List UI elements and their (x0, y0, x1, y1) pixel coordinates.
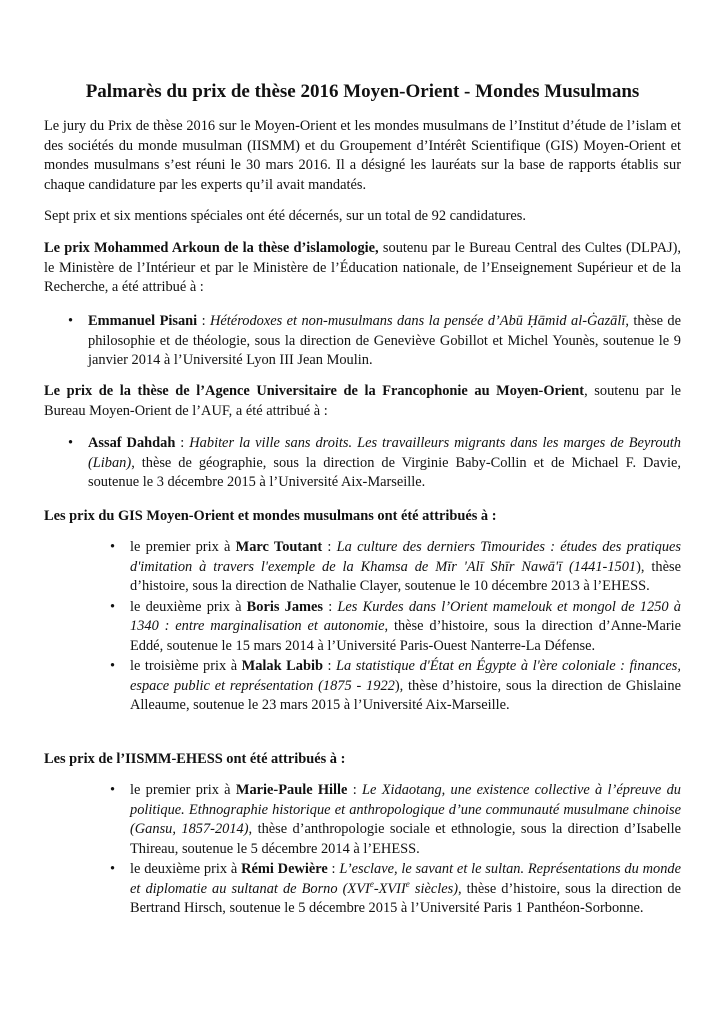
thesis-details: ), thèse d’histoire, sous la direction de Ghislaine Alleaume, soutenue le 23 mars 2015 à l’Université Aix-Marseille. (130, 677, 681, 713)
bullet-icon: • (110, 782, 116, 798)
page-title: Palmarès du prix de thèse 2016 Moyen-Orient - Mondes Musulmans (85, 81, 640, 102)
bullet-icon: • (110, 861, 116, 877)
thesis-title: Le Xidaotang, une existence collective à l’épreuve du politique. Ethnographie historique et anthropologique d’une communauté musulmane chinoise (Gansu, 1857-2014) (130, 782, 682, 837)
list-item: • le deuxième prix à Rémi Dewière : L’esclave, le savant et le sultan. Représentations du monde et diplomatie au sultanat de Borno (XVIe-XVIIe siècles), thèse d’histoire, sous la direction de Bertrand Hirsch, soutenue le 5 décembre 2015 à l’Université Paris 1 Panthéon-Sorbonne. (110, 861, 681, 916)
prix-iismm-list (110, 781, 682, 920)
thesis-title: La culture des derniers Timourides : études des pratiques d'imitation à travers l'exemple de la Khamsa de Mīr 'Alī Shīr Nawā'ī (1441-1501 (130, 539, 682, 575)
laureate-name: Marie-Paule Hille (235, 782, 348, 798)
bullet-icon: • (68, 313, 74, 329)
prix-iismm-heading-block (44, 750, 681, 770)
thesis-title: Hétérodoxes et non-musulmans dans la pensée d’Abū Ḥāmid al-Ġazālī (210, 313, 626, 329)
bullet-icon: • (110, 658, 116, 674)
thesis-details: , thèse de philosophie et de théologie, sous la direction de Geneviève Gobillot et Michel Younès, soutenue le 9 janvier 2014 à l’Université Lyon III Jean Moulin. (88, 313, 681, 368)
prix-gis-heading: Les prix du GIS Moyen-Orient et mondes musulmans ont été attribués à : (44, 508, 497, 524)
intro-paragraph: Le jury du Prix de thèse 2016 sur le Moyen-Orient et les mondes musulmans de l’Institut d’étude de l’islam et des sociétés du monde musulman (IISMM) et du Groupement d’Intérêt Scientifique (GIS) Moyen-Orient et mondes musulmans s’est réuni le 30 mars 2016. Il a désigné les lauréats sur la base de rapports établis sur chaque candidature par les experts qu’il avait mandatés. (44, 118, 681, 193)
laureate-name: Rémi Dewière (241, 861, 328, 877)
bullet-icon: • (68, 435, 74, 451)
prix-gis-list (110, 538, 682, 717)
thesis-title: Les Kurdes dans l’Orient mamelouk et mongol de 1250 à 1340 : entre marginalisation et autonomie (130, 598, 681, 634)
laureate-name: Assaf Dahdah (88, 435, 176, 451)
list-item: • le premier prix à Marie-Paule Hille : Le Xidaotang, une existence collective à l’épreuve du politique. Ethnographie historique et anthropologique d’une communauté musulmane chinoise (Gansu, 1857-2014), thèse d’anthropologie sociale et ethnologie, sous la direction d’Isabelle Thireau, soutenue le 5 décembre 2014 à l’EHESS. (110, 782, 682, 857)
list-item: • le premier prix à Marc Toutant : La culture des derniers Timourides : études des pratiques d'imitation à travers l'exemple de la Khamsa de Mīr 'Alī Shīr Nawā'ī (1441-1501), thèse d’histoire, sous la direction de Nathalie Clayer, soutenue le 10 décembre 2013 à l’EHESS. (110, 539, 682, 594)
laureate-name: Emmanuel Pisani (88, 313, 198, 329)
prix-auf-paragraph (44, 382, 681, 421)
list-item: • Emmanuel Pisani : Hétérodoxes et non-musulmans dans la pensée d’Abū Ḥāmid al-Ġazālī, thèse de philosophie et de théologie, sous la direction de Geneviève Gobillot et Michel Younès, soutenue le 9 janvier 2014 à l’Université Lyon III Jean Moulin. (68, 313, 681, 368)
laureate-name: Marc Toutant (235, 539, 323, 555)
thesis-title: La statistique d'État en Égypte à l'ère coloniale : finances, espace public et représentation (1875 - 1922 (130, 658, 681, 694)
prix-arkoun-text: soutenu par le Bureau Central des Cultes (DLPAJ), le Ministère de l’Intérieur et par le Ministère de l’Éducation nationale, de l’Enseignement Supérieur et de la Recherche, a été attribué à : (44, 240, 681, 295)
prix-auf-list (68, 434, 681, 493)
prix-gis-heading-block (44, 507, 681, 527)
thesis-details: , thèse de géographie, sous la direction de Virginie Baby-Collin et de Michael F. Davie, soutenue le 3 décembre 2015 à l’Université Aix-Marseille. (88, 454, 681, 490)
thesis-title: L’esclave, le savant et le sultan. Représentations du monde et diplomatie au sultanat de Borno (XVIe-XVIIe siècles) (130, 861, 681, 897)
bullet-icon: • (110, 539, 116, 555)
prix-auf-text: , soutenu par le Bureau Moyen-Orient de l’AUF, a été attribué à : (44, 383, 681, 419)
list-item: • le troisième prix à Malak Labib : La statistique d'État en Égypte à l'ère coloniale : finances, espace public et représentation (1875 - 1922), thèse d’histoire, sous la direction de Ghislaine Alleaume, soutenue le 23 mars 2015 à l’Université Aix-Marseille. (110, 658, 681, 713)
prix-arkoun-list (68, 312, 681, 371)
bullet-icon: • (110, 598, 116, 615)
prix-auf-heading: Le prix de la thèse de l’Agence Universitaire de la Francophonie au Moyen-Orient (44, 383, 585, 399)
list-item: • le deuxième prix à Boris James : Les Kurdes dans l’Orient mamelouk et mongol de 1250 à 1340 : entre marginalisation et autonomie, thèse d’histoire, sous la direction d’Anne-Marie Eddé, soutenue le 15 mars 2014 à l’Université Paris-Ouest Nanterre-La Défense. (110, 598, 682, 654)
summary-paragraph: Sept prix et six mentions spéciales ont été décernés, sur un total de 92 candidatures. (44, 208, 526, 224)
thesis-title: Habiter la ville sans droits. Les travailleurs migrants dans les marges de Beyrouth (Liban) (88, 435, 681, 471)
thesis-details: , thèse d’anthropologie sociale et ethnologie, sous la direction d’Isabelle Thireau, soutenue le 5 décembre 2014 à l’EHESS. (130, 821, 681, 857)
thesis-details: , thèse d’histoire, sous la direction de Bertrand Hirsch, soutenue le 5 décembre 2015 à l’Université Paris 1 Panthéon-Sorbonne. (130, 880, 681, 916)
laureate-name: Boris James (246, 598, 324, 615)
thesis-details: , thèse d’histoire, sous la direction d’Anne-Marie Eddé, soutenue le 15 mars 2014 à l’Université Paris-Ouest Nanterre-La Défense. (130, 618, 682, 654)
prix-arkoun-heading: Le prix Mohammed Arkoun de la thèse d’islamologie, (44, 240, 379, 256)
list-item: • Assaf Dahdah : Habiter la ville sans droits. Les travailleurs migrants dans les marges de Beyrouth (Liban), thèse de géographie, sous la direction de Virginie Baby-Collin et de Michael F. Davie, soutenue le 3 décembre 2015 à l’Université Aix-Marseille. (68, 435, 681, 490)
laureate-name: Malak Labib (241, 658, 323, 674)
prix-arkoun-paragraph (44, 239, 681, 298)
prix-iismm-heading: Les prix de l’IISMM-EHESS ont été attribués à : (44, 751, 346, 767)
thesis-details: ), thèse d’histoire, sous la direction de Nathalie Clayer, soutenue le 10 décembre 2013 à l’EHESS. (130, 558, 681, 594)
